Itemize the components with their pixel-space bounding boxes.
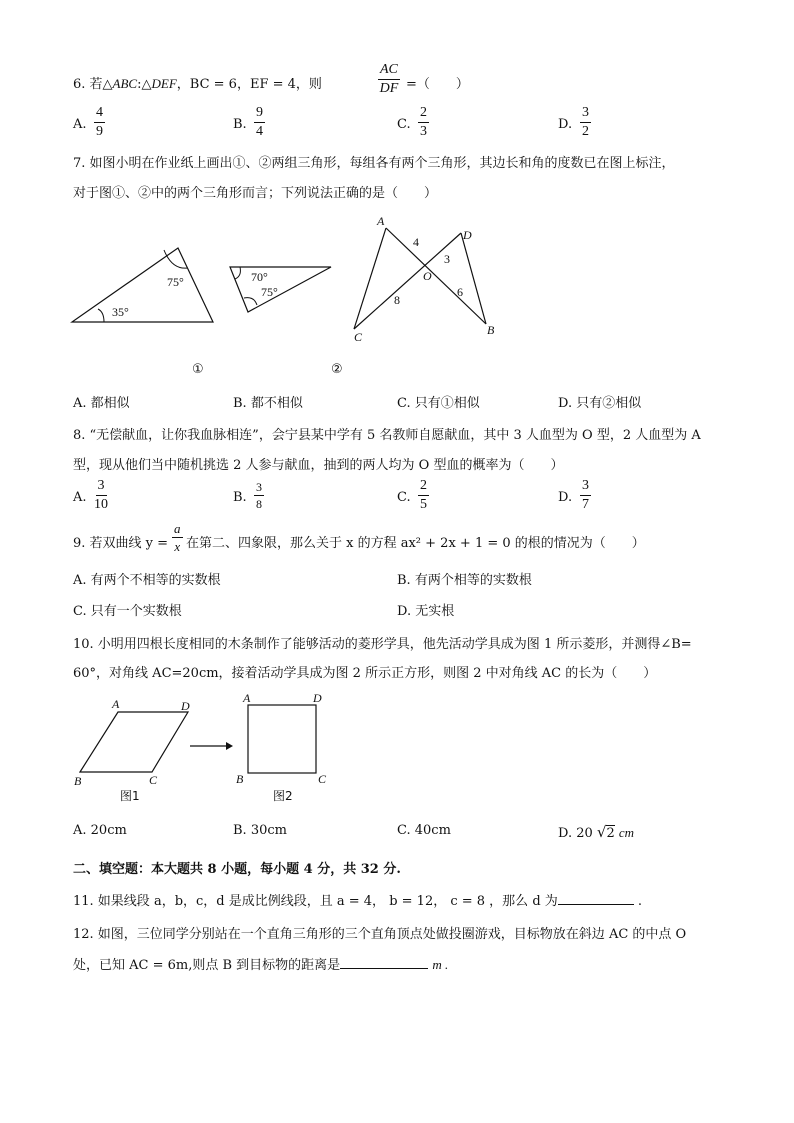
q10-option-a: A. 20cm (73, 823, 127, 838)
q9-stem: 在第二、四象限，那么关于 x 的方程 ax² + 2x + 1 = 0 的根的情况为（ ） (186, 536, 645, 551)
q7-line2: 对于图①、②中的两个三角形而言；下列说法正确的是（ ） (73, 186, 438, 201)
q6-option-a-letter: A. (73, 117, 87, 132)
q10-line2: 60°，对角线 AC=20cm，接着活动学具成为图 2 所示正方形，则图 2 中对角线 AC 的长为（ ） (73, 666, 657, 681)
q6-option-a-value: $\frac{4}{9}$ (96, 105, 103, 139)
square-c: C (318, 772, 327, 786)
q10-option-b: B. 30cm (233, 823, 287, 838)
fig1-caption: 图1 (120, 789, 140, 803)
fig1-triangle-right (230, 267, 331, 312)
square-b: B (236, 772, 244, 786)
section2-heading: 二、填空题：本大题共 8 小题，每小题 4 分，共 32 分. (73, 862, 401, 877)
q7-option-a: A. 都相似 (73, 396, 130, 411)
fig2-caption: 图2 (273, 789, 293, 803)
q9-option-d: D. 无实根 (397, 604, 455, 619)
q6-tail: =（ ） (406, 77, 469, 92)
q12-answer-blank[interactable] (340, 954, 428, 969)
fig1-angle-75b: 75° (261, 285, 278, 299)
q10-option-d: D. 20 √2 cm (558, 823, 635, 841)
square-d: D (313, 691, 322, 705)
q8-option-d-letter: D. (558, 490, 573, 505)
q8-option-d-value: $\frac{3}{7}$ (582, 478, 589, 512)
arrow-head (226, 742, 233, 750)
rhombus-c: C (149, 773, 158, 787)
q8-line1: 8. “无偿献血，让你我血脉相连”，会宁县某中学有 5 名教师自愿献血，其中 3 人血型为 O 型，2 人血型为 A (73, 428, 701, 443)
square-a: A (243, 691, 251, 705)
rhombus-a: A (112, 697, 120, 711)
q8-option-c-letter: C. (397, 490, 411, 505)
q12-line1: 12. 如图，三位同学分别站在一个直角三角形的三个直角顶点处做投圈游戏，目标物放在斜边 AC 的中点 O (73, 927, 687, 942)
q7-line1: 7. 如图小明在作业纸上画出①、②两组三角形，每组各有两个三角形，其边长和角的度数已在图上标注， (73, 156, 675, 171)
fig2-label-a: A (377, 214, 385, 228)
fig2-label-b: B (487, 323, 495, 337)
square (248, 705, 316, 773)
fig2-label: ② (331, 362, 343, 377)
q9-option-c: C. 只有一个实数根 (73, 604, 182, 619)
q12-line2: 处，已知 AC = 6m,则点 B 到目标物的距离是 m . (73, 954, 448, 973)
q9-option-b: B. 有两个相等的实数根 (397, 573, 532, 588)
q8-option-c-value: $\frac{2}{5}$ (420, 478, 427, 512)
q6-option-b-value: $\frac{9}{4}$ (256, 105, 263, 139)
q8-option-a-value: $\frac{3}{10}$ (94, 478, 108, 512)
q7-option-c: C. 只有①相似 (397, 396, 480, 411)
rhombus-b: B (74, 774, 82, 788)
q6-option-b-letter: B. (233, 117, 247, 132)
q6-option-d-value: $\frac{3}{2}$ (582, 105, 589, 139)
q7-option-b: B. 都不相似 (233, 396, 303, 411)
q7-option-d: D. 只有②相似 (558, 396, 642, 411)
rhombus-d: D (181, 699, 190, 713)
fig2-side-6: 6 (457, 285, 463, 299)
fig2-side-3: 3 (444, 252, 450, 266)
q8-option-b-value: $\frac{3}{8}$ (256, 480, 262, 511)
fig2-label-d: D (463, 228, 472, 242)
q10-option-c: C. 40cm (397, 823, 451, 838)
q10-line1: 10. 小明用四根长度相同的木条制作了能够活动的菱形学具，他先活动学具成为图 1 所示菱形，并测得∠B= (73, 637, 692, 652)
q6-stem: 6. 若△ABC:△DEF，BC = 6，EF = 4，则 (73, 76, 322, 92)
q8-option-a-letter: A. (73, 490, 87, 505)
fig1-angle-75a: 75° (167, 275, 184, 289)
fig1-label: ① (192, 362, 204, 377)
q9-option-a: A. 有两个不相等的实数根 (73, 573, 221, 588)
rhombus (80, 712, 188, 772)
q8-option-b-letter: B. (233, 490, 247, 505)
q10-figure (66, 688, 356, 808)
q11-stem: 11. 如果线段 a，b，c，d 是成比例线段，且 a = 4， b = 12， c = 8 ，那么 d 为 . (73, 890, 642, 909)
fig2-side-4: 4 (413, 235, 419, 249)
sqrt-icon: √ (596, 823, 607, 841)
q6-option-c-letter: C. (397, 117, 411, 132)
q11-answer-blank[interactable] (558, 890, 634, 905)
q6-fraction: $\frac{AC}{DF}$ (379, 62, 399, 96)
fig1-triangle-left (72, 248, 213, 322)
q6-option-c-value: $\frac{2}{3}$ (420, 105, 427, 139)
fig1-angle-70: 70° (251, 270, 268, 284)
q9-pre: 9. 若双曲线 y = (73, 536, 169, 551)
fig1-angle-35: 35° (112, 305, 129, 319)
fig2-side-8: 8 (394, 293, 400, 307)
q6-option-d-letter: D. (558, 117, 573, 132)
fig2-label-o: O (423, 269, 432, 283)
q7-figure (60, 208, 510, 383)
q8-line2: 型，现从他们当中随机挑选 2 人参与献血，抽到的两人均为 O 型血的概率为（ ） (73, 458, 564, 473)
q9-fraction: $\frac{a}{x}$ (174, 521, 181, 554)
fig2-label-c: C (354, 330, 363, 344)
